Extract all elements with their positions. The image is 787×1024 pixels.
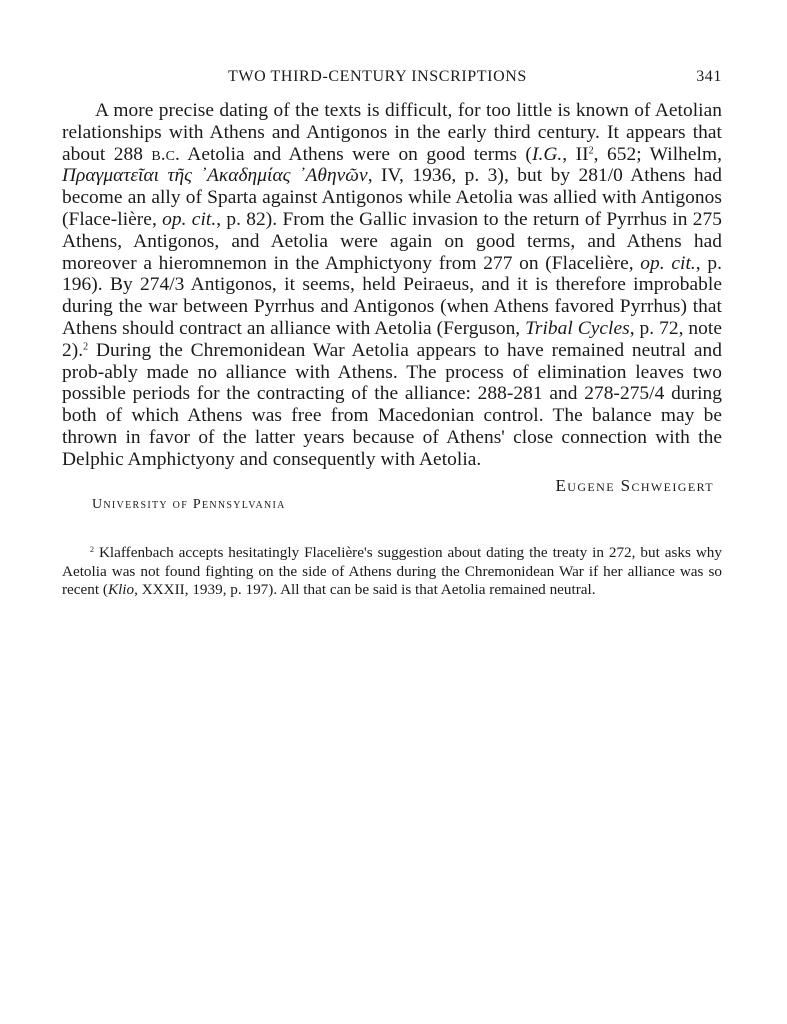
bc-abbreviation: b.c. [151,143,180,165]
klio-citation: Klio [107,581,135,598]
op-cit-citation: op. cit. [162,208,217,230]
body-text-segment: A more precise dating of the texts is difficult, for too little is known of Aetolian relationships with Athens and Antigonos in the early third century. It appears that about 288 [62,100,722,165]
body-text-segment: , 652; Wilhelm, [593,143,722,165]
body-text-segment: During the Chremonidean War Aetolia appears to have remained neutral and prob-ably made no alliance with Athens. The process of elimination leaves two possible periods for the contracting of the alliance: 288-281 and 278-275/4 during both of which Athens was free from Macedonian control. The balance may be thrown in favor of the latter years because of Athens' close connection with the Delphic Amphictyony and consequently with Aetolia. [62,339,722,470]
body-text-segment: , IV, 1936, p. 3), but by 281/0 Athens had become an ally of Sparta against Antigonos while Aetolia was allied with Antigonos (Flace-lière, [62,165,722,230]
body-paragraph [62,100,722,471]
body-text-segment: , p. 72, note 2). [62,317,722,361]
ig-superscript: 2 [588,145,594,157]
footnote-text-segment: , XXXII, 1939, p. 197). All that can be said is that Aetolia remained neutral. [134,581,596,598]
running-head [90,68,722,90]
ig-citation: I.G. [531,143,563,165]
greek-title: Πραγματεῖαι τῆς ᾿Ακαδημίας ᾿Αθηνῶν [62,165,368,187]
page-number: 341 [696,68,722,85]
op-cit-citation: op. cit. [640,252,696,274]
tribal-cycles-citation: Tribal Cycles [525,317,630,339]
footnote-reference[interactable]: 2 [83,341,89,353]
author-affiliation: University of Pennsylvania [92,497,286,512]
body-text-segment: , p. 196). By 274/3 Antigonos, it seems, held Peiraeus, and it is therefore improbable during the war between Pyrrhus and Antigonos (when Athens favored Pyrrhus) that Athens should contract an alliance with Aetolia (Ferguson, [62,252,722,339]
footnote-mark: 2 [90,544,94,554]
author-signature: Eugene Schweigert [555,476,714,495]
body-text-segment: Aetolia and Athens were on good terms ( [179,143,532,165]
running-title: TWO THIRD-CENTURY INSCRIPTIONS [228,68,527,85]
footnote-text-segment: Klaffenbach accepts hesitatingly Flacelière's suggestion about dating the treaty in 272, but asks why Aetolia was not found fighting on the side of Athens during the Chremonidean War if her alliance was so recent ( [62,544,722,598]
body-text-segment: , p. 82). From the Gallic invasion to the return of Pyrrhus in 275 Athens, Antigonos, and Aetolia were again on good terms, and Athens had moreover a hieromnemon in the Amphictyony from 277 on (Flacelière, [62,208,722,274]
body-text-segment: , II [562,143,589,165]
footnote [62,544,722,600]
